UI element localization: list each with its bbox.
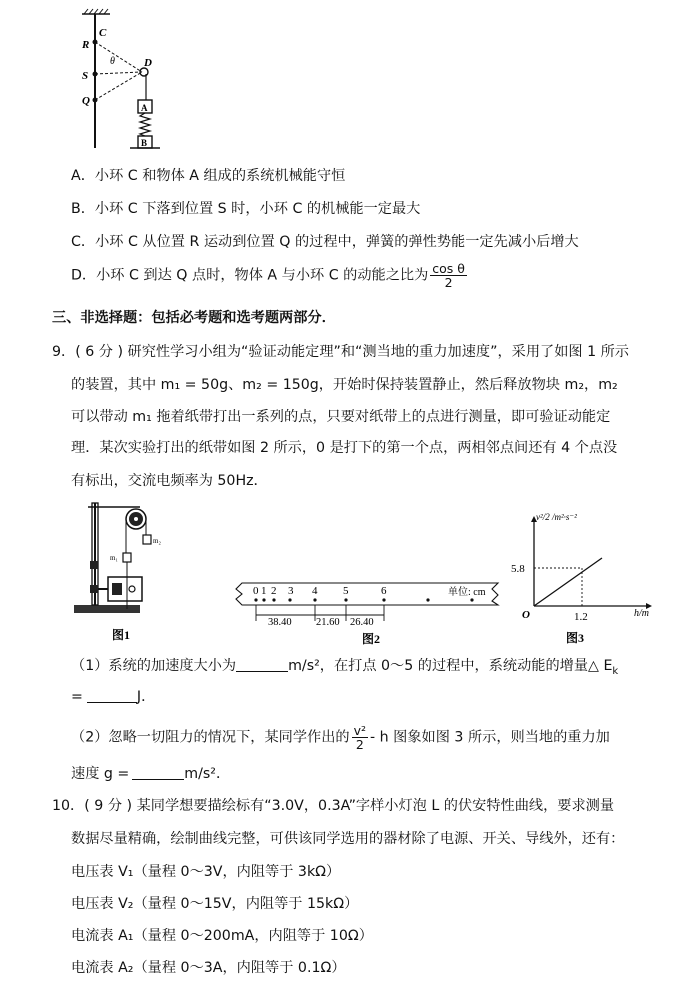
label-b: B	[141, 138, 148, 148]
fig3-y-value: 5.8	[511, 563, 525, 575]
tape-label-4: 4	[312, 585, 318, 597]
q9-sub2-line2	[71, 764, 230, 784]
tape-label-3: 3	[288, 585, 294, 597]
fig3-origin: O	[522, 609, 530, 621]
q10-line2: 数据尽量精确，绘制曲线完整，可供该同学选用的器材除了电源、开关、导线外，还有：	[71, 831, 625, 847]
label-s: S	[82, 70, 89, 82]
label-q: Q	[82, 95, 90, 107]
tape-dist-3: 26.40	[350, 617, 374, 628]
fig3-xlabel: h/m	[634, 608, 649, 619]
q9-sub1	[71, 656, 618, 682]
figure-2-paper-tape	[232, 575, 510, 647]
q9-line1: 9．( 6 分 ) 研究性学习小组为“验证动能定理”和“测当地的重力加速度”，采用了如图 1 所示	[52, 344, 629, 360]
figure-3-graph	[508, 508, 658, 648]
q9-sub2-unit: m/s²．	[184, 766, 231, 782]
option-b: B．小环 C 下落到位置 S 时，小环 C 的机械能一定最大	[71, 201, 421, 217]
label-theta: θ	[110, 56, 115, 67]
fig2-caption: 图2	[362, 632, 381, 646]
q9-line3: 可以带动 m₁ 拖着纸带打出一系列的点，只要对纸带上的点进行测量，即可验证动能定	[71, 409, 611, 425]
answer-blank-energy[interactable]	[87, 689, 137, 703]
option-c: C．小环 C 从位置 R 运动到位置 Q 的过程中，弹簧的弹性势能一定先减小后增大	[71, 234, 579, 250]
fig1-m1-label: m₁	[110, 554, 118, 562]
q9-sub1-unit: m/s²，在打点 0～5 的过程中，系统动能的增量△ E	[288, 658, 613, 674]
q9-sub1-line2	[71, 687, 155, 707]
q9-sub1-k: k	[612, 665, 619, 677]
equip-ammeter-a1: 电流表 A₁（量程 0～200mA，内阻等于 10Ω）	[71, 928, 373, 944]
equip-voltmeter-v2: 电压表 V₂（量程 0～15V，内阻等于 15kΩ）	[71, 896, 359, 912]
v-squared-fraction: $\frac{\text{v²}}{2}$	[353, 723, 367, 752]
q9-line2: 的装置，其中 m₁ = 50g、m₂ = 150g，开始时保持装置静止，然后释放物块 m₂，m₂	[71, 377, 618, 393]
q9-sub2-g-label: 速度 g =	[71, 766, 130, 782]
tape-label-5: 5	[343, 585, 349, 597]
label-r: R	[82, 39, 90, 51]
answer-blank-gravity[interactable]	[132, 766, 184, 780]
q9-line4: 理．某次实验打出的纸带如图 2 所示，0 是打下的第一个点，两相邻点间还有 4 个点没	[71, 440, 618, 456]
tape-label-0: 0	[253, 585, 259, 597]
option-a: A．小环 C 和物体 A 组成的系统机械能守恒	[71, 168, 346, 184]
tape-unit: 单位: cm	[448, 587, 486, 598]
q9-line5: 有标出，交流电频率为 50Hz．	[71, 473, 268, 489]
tape-dist-2: 21.60	[316, 617, 340, 628]
option-d-prefix: D．小环 C 到达 Q 点时，物体 A 与小环 C 的动能之比为	[71, 267, 429, 284]
label-a: A	[141, 103, 148, 113]
q10-line1: 10．( 9 分 ) 某同学想要描绘标有“3.0V，0.3A”字样小灯泡 L 的伏安特性曲线，要求测量	[52, 798, 615, 814]
tape-label-2: 2	[271, 585, 277, 597]
figure-1-apparatus	[70, 497, 180, 645]
ring-spring-figure	[70, 8, 180, 158]
fig1-caption: 图1	[112, 628, 131, 642]
tape-label-6: 6	[381, 585, 387, 597]
q9-sub1-eq: =	[71, 689, 83, 705]
tape-label-1: 1	[261, 585, 267, 597]
q9-sub2-text2: - h 图象如图 3 所示，则当地的重力加	[370, 729, 610, 746]
tape-dist-1: 38.40	[268, 617, 292, 628]
cos-theta-fraction: $\frac{\text{cos θ}}{2}$	[432, 261, 465, 290]
q9-sub2-text: （2）忽略一切阻力的情况下，某同学作出的	[71, 729, 350, 746]
q9-sub1-text: （1）系统的加速度大小为	[71, 658, 237, 674]
label-c: C	[99, 27, 107, 39]
section-3-title: 三、非选择题：包括必考题和选考题两部分．	[52, 310, 336, 326]
equip-ammeter-a2: 电流表 A₂（量程 0～3A，内阻等于 0.1Ω）	[71, 960, 346, 976]
fig3-caption: 图3	[566, 631, 585, 645]
q9-sub1-j: J．	[136, 689, 156, 705]
fig3-x-value: 1.2	[574, 611, 588, 623]
answer-blank-acceleration[interactable]	[236, 658, 288, 672]
q9-sub2	[71, 724, 610, 751]
fig1-m2-label: m₂	[153, 537, 161, 545]
fig3-ylabel: v²/2 /m²·s⁻²	[536, 512, 577, 522]
option-d	[71, 262, 469, 289]
equip-voltmeter-v1: 电压表 V₁（量程 0～3V，内阻等于 3kΩ）	[71, 864, 341, 880]
label-d: D	[144, 57, 152, 69]
